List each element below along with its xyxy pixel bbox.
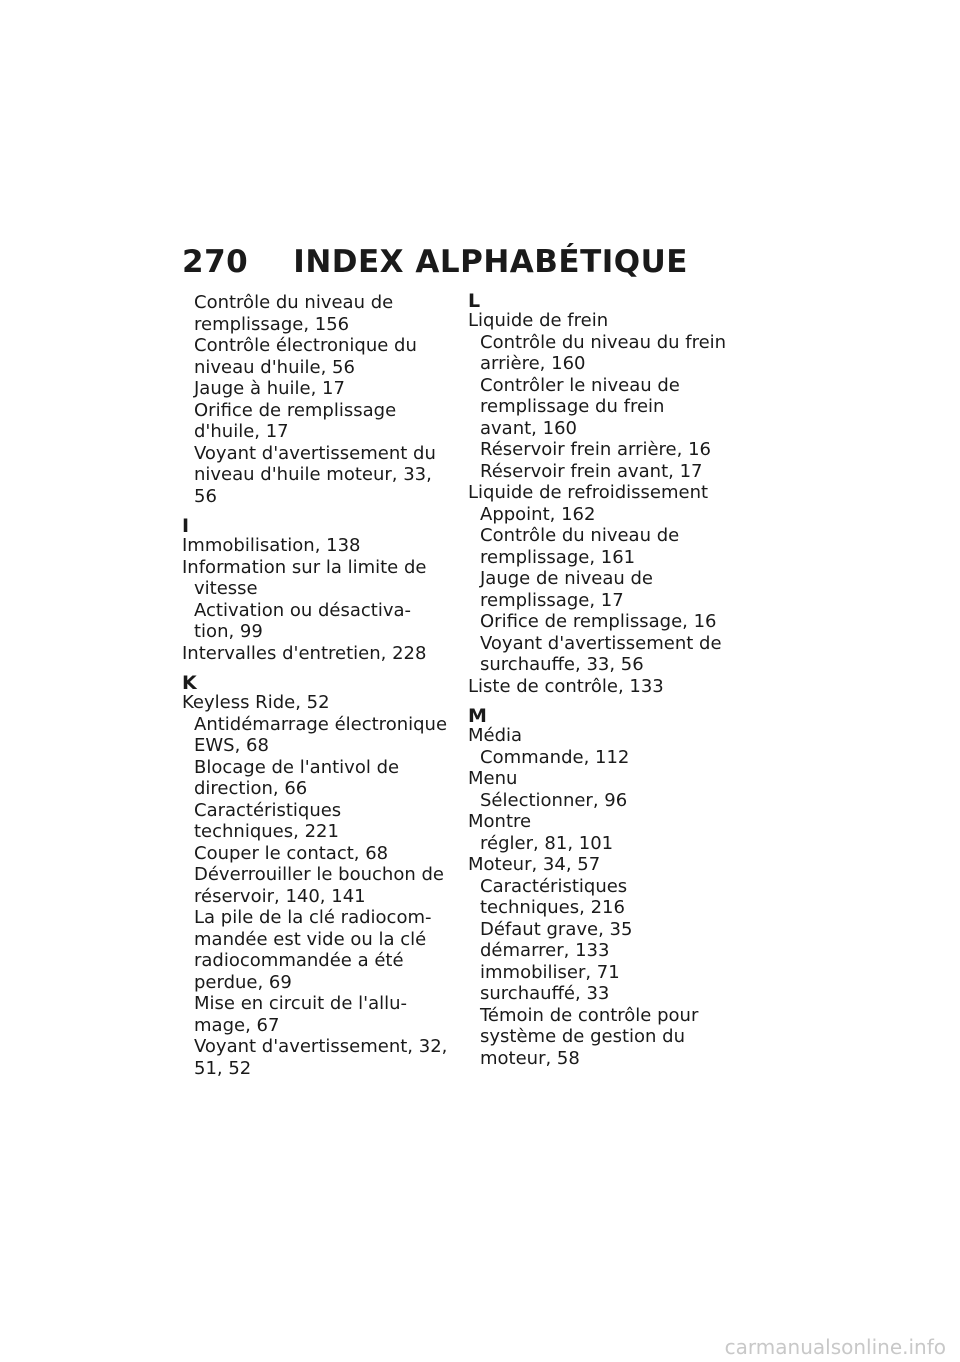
index-subentry: techniques, 221 — [194, 821, 339, 842]
index-subentry: niveau d'huile, 56 — [194, 356, 355, 378]
index-subentry: moteur, 58 — [480, 1047, 580, 1069]
index-subentry: régler, 81, 101 — [480, 832, 614, 854]
index-subentry: Caractéristiques — [480, 875, 628, 897]
index-subentry: techniques, 216 — [480, 897, 625, 918]
index-subentry: système de gestion du — [480, 1026, 686, 1047]
index-subentry: remplissage du frein — [480, 396, 665, 417]
index-subentry: radiocommandée a été — [194, 950, 404, 971]
index-entry: Information sur la limite de — [182, 556, 427, 578]
index-subentry: Voyant d'avertissement, 32, — [194, 1036, 448, 1057]
index-subentry: Réservoir frein avant, 17 — [480, 460, 703, 482]
index-letter-heading: I — [182, 515, 190, 537]
index-subentry: Témoin de contrôle pour — [480, 1004, 699, 1026]
index-subentry: Mise en circuit de l'allu- — [194, 993, 408, 1014]
index-entry: Liquide de frein — [468, 310, 609, 331]
index-subentry: avant, 160 — [480, 417, 577, 439]
index-subentry: surchauffé, 33 — [480, 983, 610, 1004]
index-subentry: Jauge à huile, 17 — [194, 378, 345, 399]
index-column-left — [182, 292, 452, 1079]
index-subentry: Appoint, 162 — [480, 503, 596, 525]
index-entry: Intervalles d'entretien, 228 — [182, 642, 427, 664]
index-subentry: Contrôle électronique du — [194, 335, 417, 356]
index-subentry: remplissage, 161 — [480, 546, 636, 568]
index-subentry: Voyant d'avertissement de — [480, 632, 722, 654]
index-subentry: direction, 66 — [194, 778, 308, 799]
index-subentry: EWS, 68 — [194, 735, 269, 756]
index-entry: Moteur, 34, 57 — [468, 854, 601, 875]
index-subentry: immobiliser, 71 — [480, 961, 620, 983]
index-letter-heading: M — [468, 705, 487, 727]
index-entry: Média — [468, 725, 523, 746]
index-letter-heading: K — [182, 672, 197, 694]
index-subentry: Réservoir frein arrière, 16 — [480, 439, 711, 460]
index-subentry: démarrer, 133 — [480, 940, 610, 961]
page-number: 270 — [182, 244, 249, 280]
index-subentry: mandée est vide ou la clé — [194, 928, 427, 950]
index-subentry: d'huile, 17 — [194, 421, 289, 442]
index-subentry: mage, 67 — [194, 1014, 280, 1036]
index-subentry: tion, 99 — [194, 621, 263, 642]
watermark[interactable]: carmanualsonline.info — [724, 1335, 946, 1359]
index-subentry: Voyant d'avertissement du — [194, 442, 436, 464]
index-letter-heading: L — [468, 290, 481, 312]
index-entry: Menu — [468, 768, 518, 789]
index-subentry: remplissage, 156 — [194, 313, 350, 335]
index-subentry: Orifice de remplissage — [194, 399, 397, 421]
index-subentry: Orifice de remplissage, 16 — [480, 611, 717, 632]
index-subentry: Contrôle du niveau de — [194, 292, 394, 313]
page-title: INDEX ALPHABÉTIQUE — [293, 244, 688, 280]
index-subentry: Contrôle du niveau de — [480, 525, 680, 546]
index-subentry: 51, 52 — [194, 1057, 252, 1079]
index-subentry: Contrôle du niveau du frein — [480, 331, 727, 353]
index-entry: Liquide de refroidissement — [468, 482, 709, 503]
index-subentry: Activation ou désactiva- — [194, 599, 412, 621]
index-subentry: Défaut grave, 35 — [480, 918, 633, 940]
index-subentry: Déverrouiller le bouchon de — [194, 864, 444, 885]
index-entry: Immobilisation, 138 — [182, 535, 361, 556]
index-subentry: Couper le contact, 68 — [194, 842, 389, 864]
index-entry: Keyless Ride, 52 — [182, 692, 330, 713]
index-subentry: La pile de la clé radiocom- — [194, 907, 432, 928]
index-subentry: Contrôler le niveau de — [480, 374, 680, 396]
index-subentry: niveau d'huile moteur, 33, 56 — [194, 464, 432, 507]
index-subentry: Caractéristiques — [194, 799, 342, 821]
index-subentry: arrière, 160 — [480, 353, 586, 374]
index-subentry: Blocage de l'antivol de — [194, 756, 400, 778]
index-column-right — [468, 292, 738, 1069]
page-header — [182, 244, 688, 280]
index-subentry: Jauge de niveau de — [480, 568, 653, 589]
index-subentry: remplissage, 17 — [480, 589, 624, 611]
index-subentry: réservoir, 140, 141 — [194, 885, 366, 907]
index-subentry: vitesse — [194, 578, 258, 599]
index-subentry: Commande, 112 — [480, 746, 630, 768]
index-entry: Montre — [468, 811, 532, 832]
index-subentry: perdue, 69 — [194, 971, 292, 993]
index-subentry: surchauffe, 33, 56 — [480, 654, 644, 675]
index-entry: Liste de contrôle, 133 — [468, 675, 664, 697]
index-subentry: Antidémarrage électronique — [194, 713, 448, 735]
index-subentry: Sélectionner, 96 — [480, 789, 628, 811]
